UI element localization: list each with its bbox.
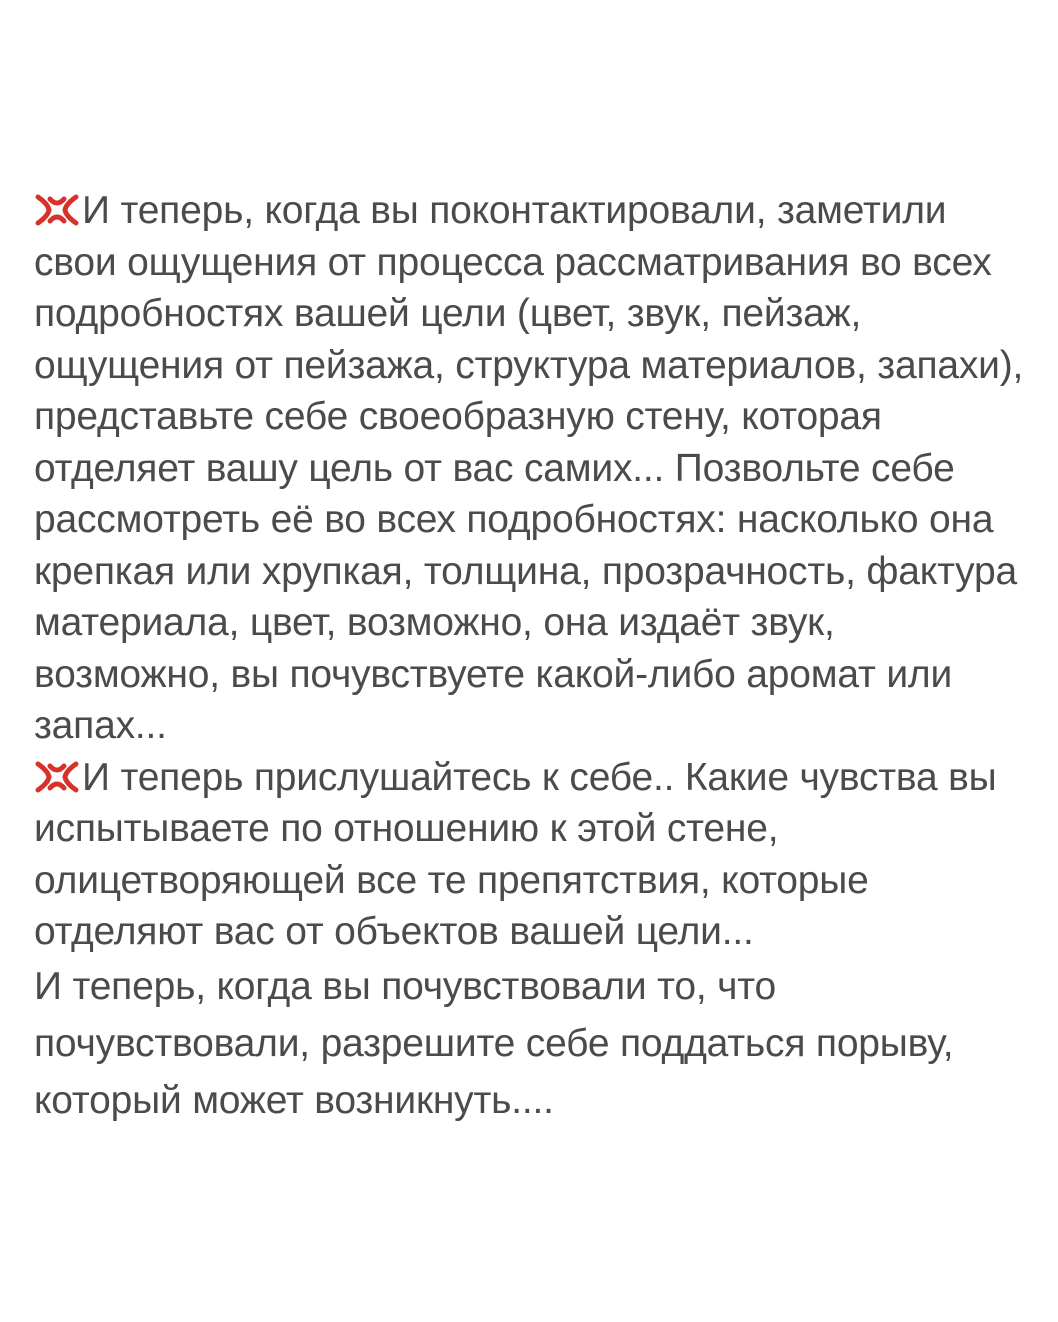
text-line: материала, цвет, возможно, она издаёт звук,: [34, 601, 835, 644]
text-line: который может возникнуть....: [34, 1078, 554, 1122]
text-line: олицетворяющей все те препятствия, которые: [34, 858, 869, 902]
text-line: рассмотреть её во всех подробностях: насколько она: [34, 498, 994, 541]
text-line: запах...: [34, 704, 167, 747]
text-line: ощущения от пейзажа, структура материалов, запахи),: [34, 343, 1024, 387]
text-line: отделяют вас от объектов вашей цели...: [34, 910, 754, 953]
text-line: представьте себе своеобразную стену, которая: [34, 395, 882, 438]
text-line: свои ощущения от процесса рассматривания во всех: [34, 240, 992, 284]
text-line: И теперь прислушайтесь к себе.. Какие чувства вы: [34, 752, 1034, 804]
anger-symbol-icon: [34, 760, 80, 794]
text-line: почувствовали, разрешите себе поддаться порыву,: [34, 1021, 954, 1065]
text-line: испытываете по отношению к этой стене,: [34, 807, 779, 850]
paragraph-2: [34, 752, 1034, 958]
text-line: возможно, вы почувствуете какой-либо аромат или: [34, 652, 953, 696]
text-line: крепкая или хрупкая, толщина, прозрачность, фактура: [34, 549, 1018, 593]
text-page: [34, 185, 1034, 1129]
anger-symbol-icon: [34, 193, 80, 227]
text-line: И теперь, когда вы поконтактировали, заметили: [34, 185, 1034, 237]
text-line: подробностях вашей цели (цвет, звук, пейзаж,: [34, 292, 862, 335]
paragraph-3: [34, 958, 1034, 1129]
text-line: И теперь, когда вы почувствовали то, что: [34, 964, 776, 1008]
paragraph-1: [34, 185, 1034, 752]
text-line: отделяет вашу цель от вас самих... Позвольте себе: [34, 446, 955, 490]
